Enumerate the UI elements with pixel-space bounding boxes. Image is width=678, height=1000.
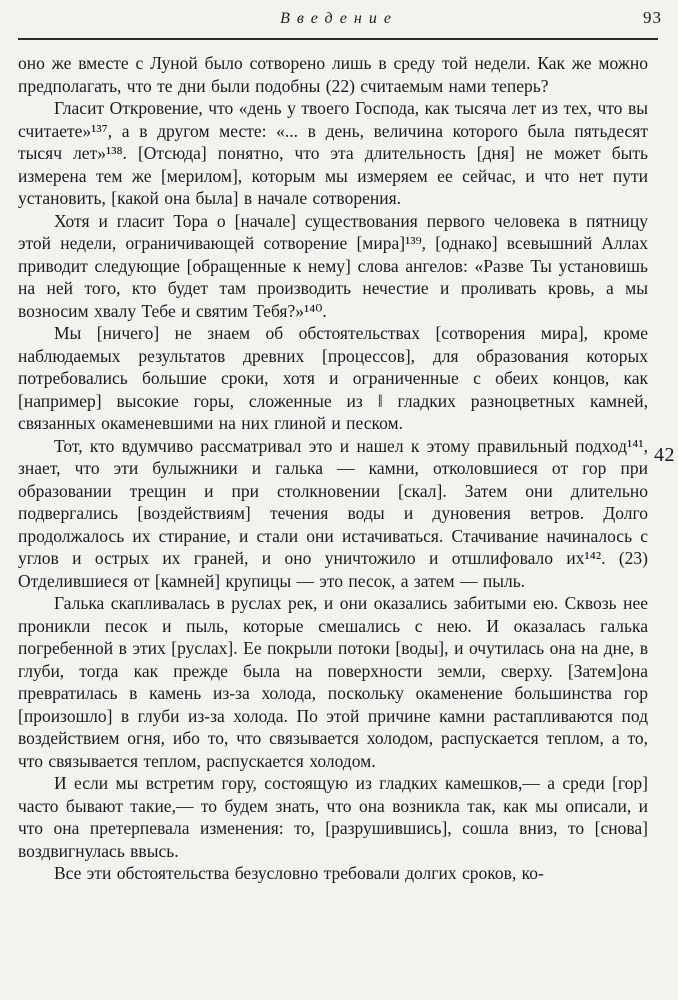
body-paragraph: Галька скапливалась в руслах рек, и они оказались забитыми ею. Сквозь нее проникли песок и пыль, которые смешались с нею. И оказалась галька погребенной в этих [руслах]. Ее покрыли потоки [воды], и очутилась она на дне, в глуби, тогда как прежде была на поверхности земли, сверху. [Затем]она превратилась в камень из-за холода, поскольку окаменение большинства гор [произошло] в глуби из-за холода. По этой причине камни растапливаются под воздействием огня, ибо то, что связывается холодом, распускается теплом, а то, что связывается теплом, распускается холодом. — [18, 593, 648, 771]
body-paragraph: оно же вместе с Луной было сотворено лишь в среду той недели. Как же можно предполагать, что те дни были подобны (22) считаемым нами теперь? — [18, 53, 648, 96]
text-body — [18, 52, 648, 885]
header-rule — [18, 38, 658, 40]
body-paragraph: Хотя и гласит Тора о [начале] существования первого человека в пятницу этой недели, ограничивающей сотворение [мира]¹³⁹, [однако] всевышний Аллах приводит следующие [обращенные к нему] слова ангелов: «Разве Ты установишь на ней того, кто будет там производить нечестие и проливать кровь, а мы возносим хвалу Тебе и святим Тебя?»¹⁴⁰. — [18, 210, 648, 321]
body-paragraph: Гласит Откровение, что «день у твоего Господа, как тысяча лет из тех, что вы считаете»¹³⁷, а в другом месте: «... в день, величина которого была пятьдесят тысяч лет»¹³⁸. [Отсюда] понятно, что эта длительность [дня] не может быть измерена тем же [мерилом], которым мы измеряем ее сейчас, и что нет пути установить, [какой она была] в начале сотворения. — [18, 98, 648, 208]
page-header — [0, 0, 678, 38]
body-paragraph: И если мы встретим гору, состоящую из гладких камешков,— а среди [гор] часто бывают такие,— то будем знать, что она возникла так, как мы описали, и что она претерпевала изменения: то, [разрушившись], сошла вниз, то [снова] воздвигнулась ввысь. — [18, 773, 648, 861]
body-paragraph: Мы [ничего] не знаем об обстоятельствах [сотворения мира], кроме наблюдаемых результатов древних [процессов], для образования которых потребовались большие сроки, хотя и ограниченные с обеих концов, как [например] высокие горы, сложенные из ‖ гладких разноцветных камней, связанных окаменевшими на них глиной и песком. — [18, 323, 648, 433]
body-paragraph: Тот, кто вдумчиво рассматривал это и нашел к этому правильный подход¹⁴¹, знает, что эти булыжники и галька — камни, отколовшиеся от гор при образовании трещин и при столкновении [скал]. Затем они длительно подвергались [воздействиям] течения воды и дуновения ветров. Долго продолжалось их стирание, и стали они истачиваться. Стачивание начиналось с углов и острых их граней, и оно уничтожило и отшлифовало их¹⁴². (23) Отделившиеся от [камней] крупицы — это песок, а затем — пыль. — [18, 435, 648, 591]
margin-folio-note: 42 — [654, 444, 675, 466]
running-head-title: Введение — [280, 10, 398, 27]
body-paragraph: Все эти обстоятельства безусловно требовали долгих сроков, ко- — [54, 863, 544, 883]
page-number: 93 — [643, 8, 662, 27]
